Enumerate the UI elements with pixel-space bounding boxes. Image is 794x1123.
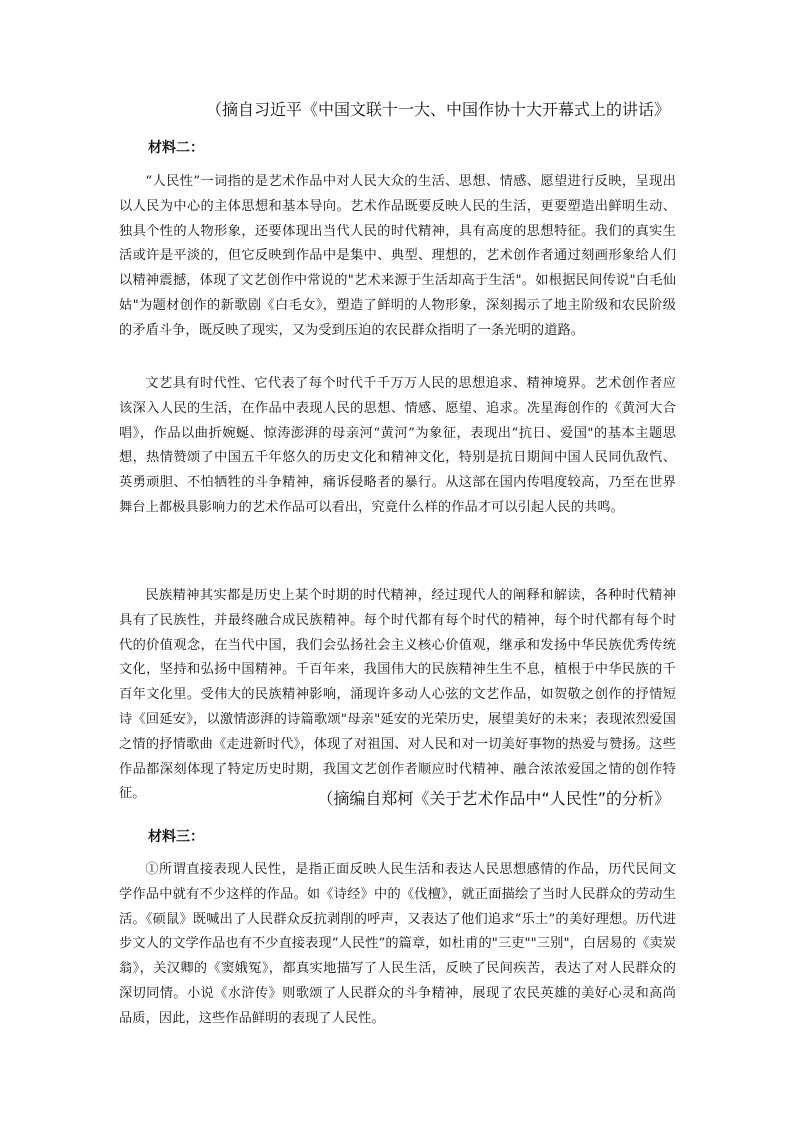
material-2-paragraph-2: 文艺具有时代性、它代表了每个时代千千万万人民的思想追求、精神境界。艺术创作者应该深入人民的生活，在作品中表现人民的思想、情感、愿望、追求。冼星海创作的《黄河大合唱》，作品以曲折婉蜒、惊涛澎湃的母亲河“黄河”为象征，表现出“抗日、爱国"的基本主题思想，热情赞颂了中国五千年悠久的历史文化和精神文化，特别是抗日期间中国人民同仇敌忾、英勇顽胆、不怕牺牲的斗争精神，痛诉侵略者的暴行。从这部在国内传唱度较高，乃至在世界舞台上都极具影响力的艺术作品可以看出，究竟什么样的作品才可以引起人民的共鸣。 bbox=[119, 376, 676, 515]
material-2-paragraph-3: 民族精神其实都是历史上某个时期的时代精神，经过现代人的阐释和解读，各种时代精神具有了民族性，并最终融合成民族精神。每个时代都有每个时代的精神，每个时代都有每个时代的价值观念，在当代中国，我们会弘扬社会主义核心价值观，继承和发扬中华民族优秀传统文化，坚持和弘扬中国精神。千百年来，我国伟大的民族精神生生不息，植根于中华民族的千百年文化里。受伟大的民族精神影响，涌现许多动人心弦的文艺作品，如贺敬之创作的抒情短诗《回延安》，以激情澎湃的诗篇歌颂"母亲"延安的光荣历史，展望美好的未来；表现浓烈爱国之情的抒情歌曲《走进新时代》，体现了对祖国、对人民和对一切美好事物的热爱与赞扬。这些作品都深刻体现了特定历史时期，我国文艺创作者顺应时代精神、融合浓浓爱国之情的创作特征。 bbox=[119, 588, 676, 802]
material-2-paragraph-1: “人民性”一词指的是艺术作品中对人民大众的生活、思想、情感、愿望进行反映，呈现出以人民为中心的主体思想和基本导向。艺术作品既要反映人民的生活，更要塑造出鲜明生动、独具个性的人物形象，还要体现出当代人民的时代精神，具有高度的思想特征。我们的真实生活或许是平淡的，但它反映到作品中是集中、典型、理想的，艺术创作者通过刻画形象给人们以精神震撼，体现了文艺创作中常说的"艺术来源于生活却高于生活"。如根据民间传说"白毛仙姑"为题材创作的新歌剧《白毛女》，塑造了鲜明的人物形象，深刻揭示了地主阶级和农民阶级的矛盾斗争，既反映了现实，又为受到压迫的农民群众指明了一条光明的道路。 bbox=[119, 174, 676, 338]
material-3-paragraph-1: ①所谓直接表现人民性，是指正面反映人民生活和表达人民思想感情的作品，历代民间文学作品中就有不少这样的作品。如《诗经》中的《伐檀》，就正面描绘了当时人民群众的劳动生活。《硕鼠》既喊出了人民群众反抗剥削的呼声，又表达了他们追求“乐土”的美好理想。历代进步文人的文学作品也有不少直接表现“人民性”的篇章，如杜甫的"三吏""三别"，白居易的《卖炭翁》，关汉卿的《窦娥冤》，都真实地描写了人民生活，反映了民间疾苦，表达了对人民群众的深切同情。小说《水浒传》则歌颂了人民群众的斗争精神，展现了农民英雄的美好心灵和高尚品质，因此，这些作品鲜明的表现了人民性。 bbox=[119, 862, 676, 1026]
source-citation-1: （摘自习近平《中国文联十一大、中国作协十大开幕式上的讲话》 bbox=[205, 100, 670, 119]
material-2-heading: 材料二： bbox=[148, 140, 204, 156]
material-3-heading: 材料三： bbox=[148, 829, 204, 845]
source-citation-2: （摘编自郑柯《关于艺术作品中“人民性”的分析》 bbox=[317, 789, 670, 808]
